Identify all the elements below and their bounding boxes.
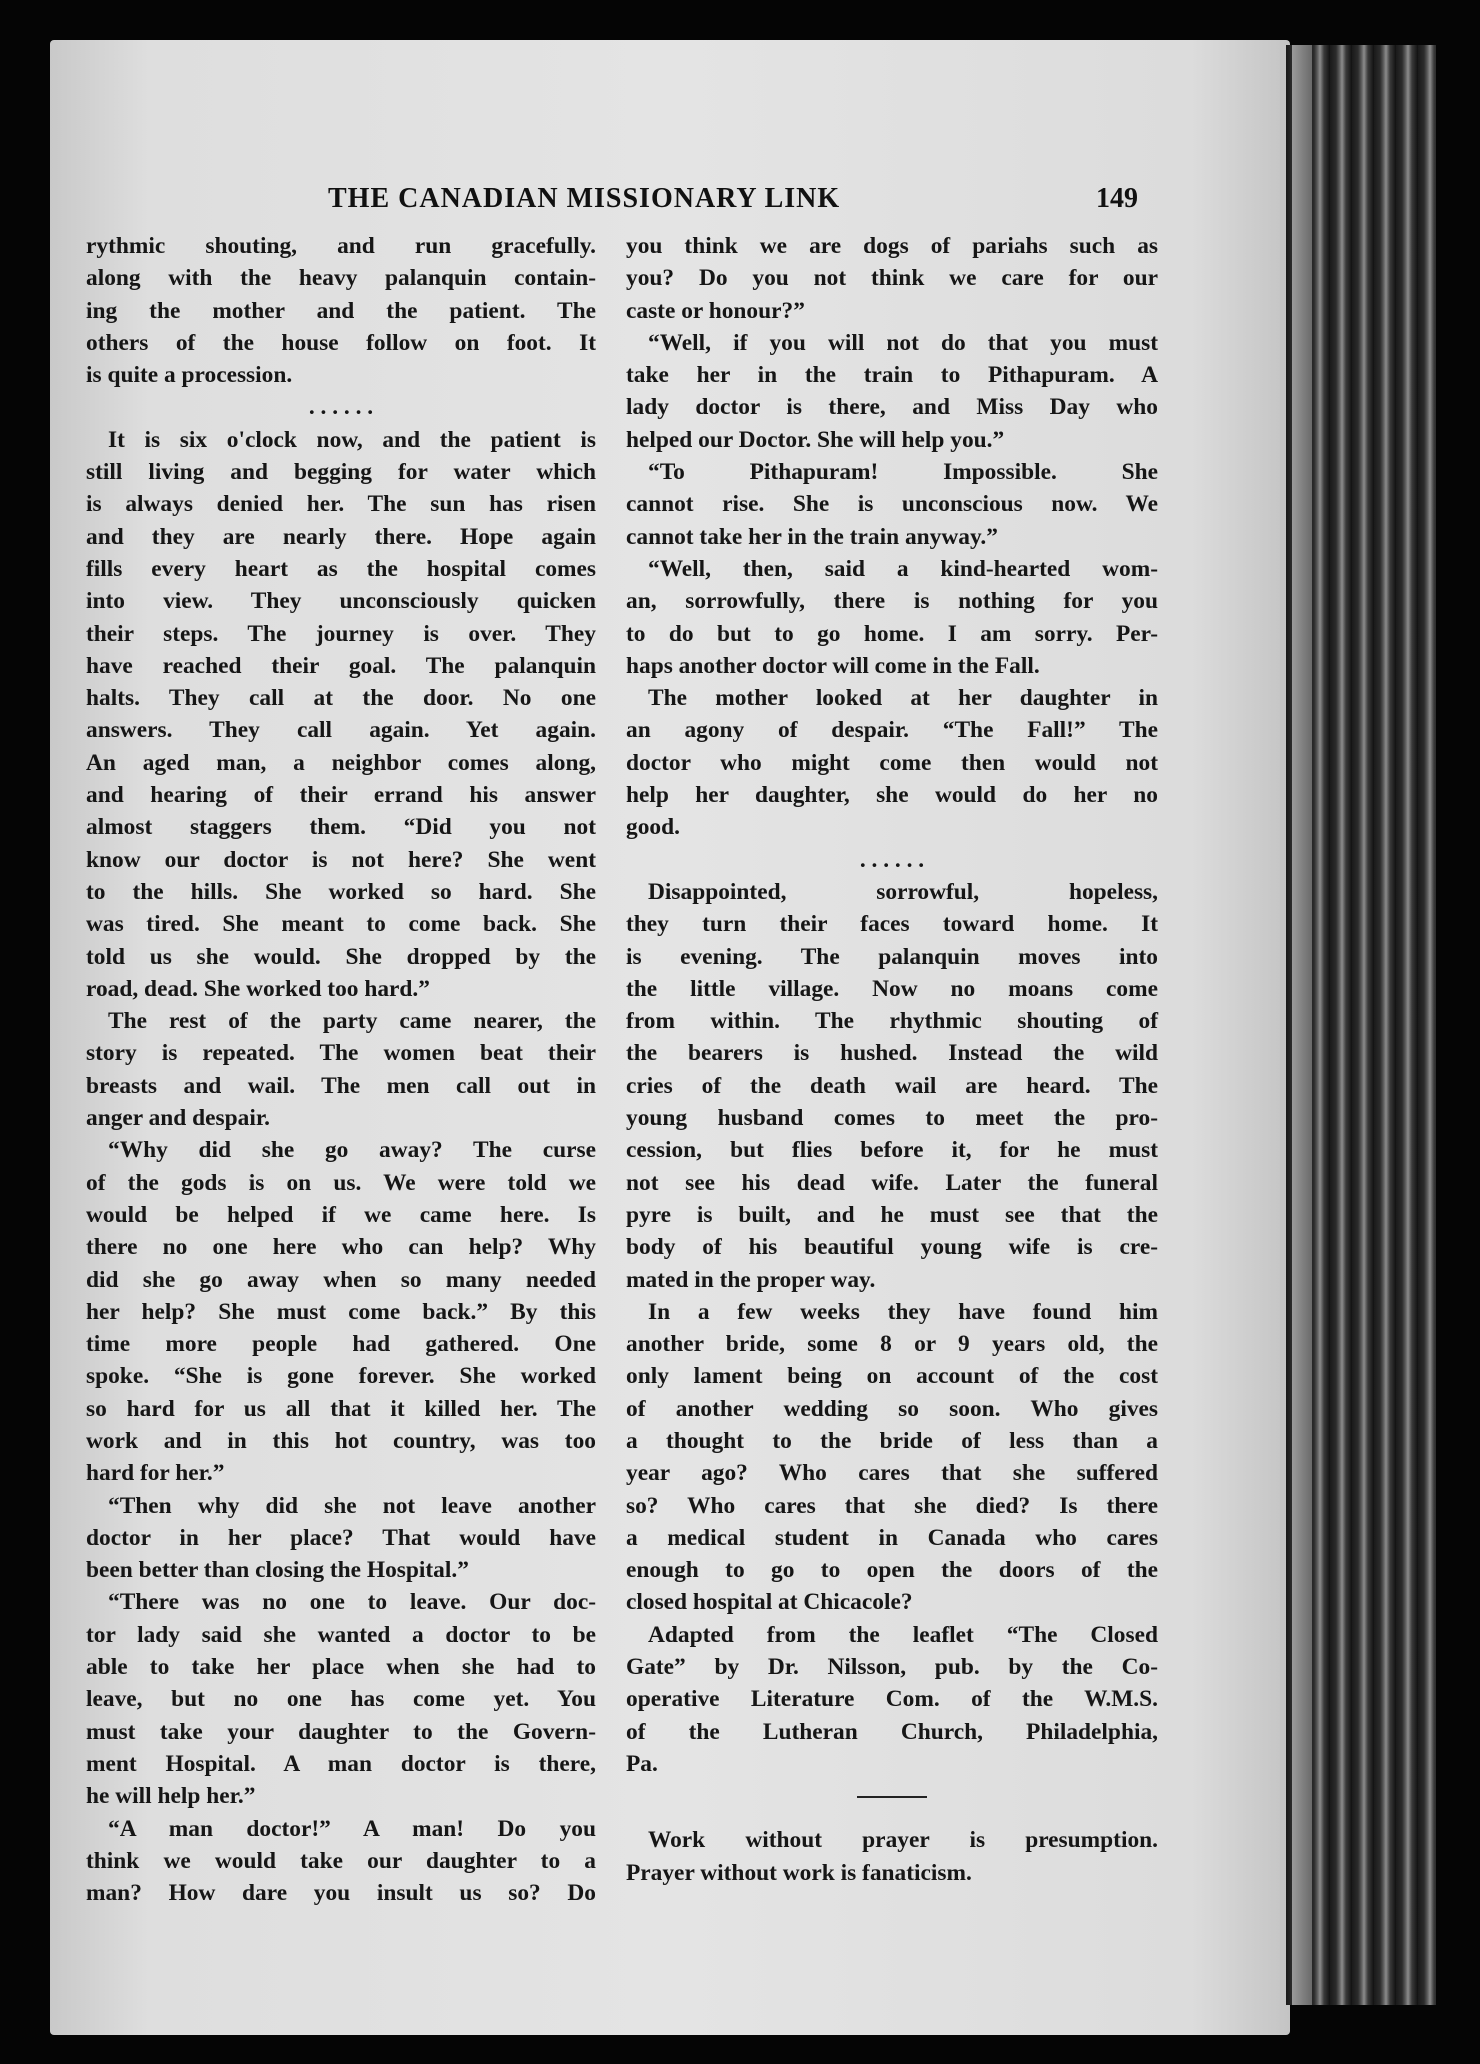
text-line: Pa. (626, 1750, 658, 1777)
right-text-column (626, 230, 1158, 1889)
text-line: must take your daughter to the Govern- (86, 1718, 596, 1745)
text-line: work and in this hot country, was too (86, 1427, 596, 1454)
text-line: haps another doctor will come in the Fall. (626, 652, 1040, 679)
text-line: operative Literature Com. of the W.M.S. (626, 1686, 1158, 1713)
text-line: Gate” by Dr. Nilsson, pub. by the Co- (626, 1654, 1158, 1681)
text-line: is always denied her. The sun has risen (86, 491, 596, 518)
text-line: helped our Doctor. She will help you.” (626, 426, 1005, 453)
text-line: not see his dead wife. Later the funeral (626, 1169, 1158, 1196)
text-line: think we would take our daughter to a (86, 1847, 596, 1874)
text-line: lady doctor is there, and Miss Day who (626, 394, 1158, 421)
text-line: cession, but flies before it, for he must (626, 1137, 1158, 1164)
text-line: road, dead. She worked too hard.” (86, 975, 430, 1002)
text-line: young husband comes to meet the pro- (626, 1105, 1158, 1132)
text-line: year ago? Who cares that she suffered (626, 1460, 1158, 1487)
text-line: to do but to go home. I am sorry. Per- (626, 620, 1158, 647)
text-line: he will help her.” (86, 1783, 256, 1810)
text-line: caste or honour?” (626, 297, 805, 324)
text-line: breasts and wail. The men call out in (86, 1072, 596, 1099)
text-line: of the gods is on us. We were told we (86, 1169, 596, 1196)
text-line: help her daughter, she would do her no (626, 782, 1158, 809)
text-line: mated in the proper way. (626, 1266, 876, 1293)
text-line: “To Pithapuram! Impossible. She (648, 459, 1158, 486)
text-line: tor lady said she wanted a doctor to be (86, 1621, 596, 1648)
text-line: been better than closing the Hospital.” (86, 1557, 469, 1584)
text-line: closed hospital at Chicacole? (626, 1589, 913, 1616)
text-line: take her in the train to Pithapuram. A (626, 362, 1158, 389)
text-line: halts. They call at the door. No one (86, 685, 596, 712)
text-line: The rest of the party came nearer, the (108, 1008, 596, 1035)
text-line: there no one here who can help? Why (86, 1234, 596, 1261)
text-line: the little village. Now no moans come (626, 975, 1158, 1002)
text-line: of another wedding so soon. Who gives (626, 1395, 1158, 1422)
text-line: cannot rise. She is unconscious now. We (626, 491, 1158, 518)
text-line: doctor who might come then would not (626, 749, 1158, 776)
text-line: a thought to the bride of less than a (626, 1427, 1158, 1454)
text-line: to the hills. She worked so hard. She (86, 878, 596, 905)
text-line: another bride, some 8 or 9 years old, the (626, 1331, 1158, 1358)
text-line: so? Who cares that she died? Is there (626, 1492, 1158, 1519)
text-line: Adapted from the leaflet “The Closed (648, 1621, 1158, 1648)
text-line: along with the heavy palanquin contain- (86, 265, 596, 292)
text-line: body of his beautiful young wife is cre- (626, 1234, 1158, 1261)
text-line: is quite a procession. (86, 362, 293, 389)
text-line: others of the house follow on foot. It (86, 329, 596, 356)
text-line: It is six o'clock now, and the patient is (108, 426, 596, 453)
text-line: cries of the death wail are heard. The (626, 1072, 1158, 1099)
text-line: ing the mother and the patient. The (86, 297, 596, 324)
text-line: spoke. “She is gone forever. She worked (86, 1363, 596, 1390)
text-line: from within. The rhythmic shouting of (626, 1008, 1158, 1035)
text-line: The mother looked at her daughter in (648, 685, 1158, 712)
text-line: enough to go to open the doors of the (626, 1557, 1158, 1584)
text-line: able to take her place when she had to (86, 1654, 596, 1681)
text-line: Disappointed, sorrowful, hopeless, (648, 878, 1158, 905)
journal-title: THE CANADIAN MISSIONARY LINK (328, 183, 841, 214)
text-line: time more people had gathered. One (86, 1331, 596, 1358)
text-line: did she go away when so many needed (86, 1266, 596, 1293)
text-line: you think we are dogs of pariahs such as (626, 233, 1158, 259)
text-line: “Then why did she not leave another (108, 1492, 596, 1519)
text-line: man? How dare you insult us so? Do (86, 1880, 596, 1907)
text-line: so hard for us all that it killed her. The (86, 1395, 596, 1422)
text-line: “Well, if you will not do that you must (648, 329, 1158, 356)
text-line: hard for her.” (86, 1460, 225, 1487)
text-line: know our doctor is not here? She went (86, 846, 596, 873)
text-line: an agony of despair. “The Fall!” The (626, 717, 1158, 744)
text-line: her help? She must come back.” By this (86, 1298, 596, 1325)
page-number: 149 (1096, 183, 1138, 214)
text-line: an, sorrowfully, there is nothing for you (626, 588, 1158, 615)
text-line: the bearers is hushed. Instead the wild (626, 1040, 1158, 1067)
text-line: Prayer without work is fanaticism. (626, 1859, 972, 1886)
text-line: story is repeated. The women beat their (86, 1040, 596, 1067)
text-line: “There was no one to leave. Our doc- (108, 1589, 596, 1616)
text-line: a medical student in Canada who cares (626, 1524, 1158, 1551)
section-break-dots: . . . . . . (308, 394, 374, 421)
text-line: fills every heart as the hospital comes (86, 555, 596, 582)
text-line: you? Do you not think we care for our (626, 265, 1158, 292)
text-line: rythmic shouting, and run gracefully. (86, 233, 596, 259)
text-line: of the Lutheran Church, Philadelphia, (626, 1718, 1158, 1745)
text-line: “Why did she go away? The curse (108, 1137, 596, 1164)
text-line: their steps. The journey is over. They (86, 620, 596, 647)
text-line: ment Hospital. A man doctor is there, (86, 1750, 596, 1777)
running-header (88, 183, 1138, 223)
section-break-dots: . . . . . . (859, 846, 925, 873)
text-line: “A man doctor!” A man! Do you (108, 1815, 596, 1842)
text-line: only lament being on account of the cost (626, 1363, 1158, 1390)
text-line: told us she would. She dropped by the (86, 943, 596, 970)
text-line: Work without prayer is presumption. (648, 1827, 1158, 1854)
text-line: doctor in her place? That would have (86, 1524, 596, 1551)
text-line: still living and begging for water which (86, 459, 596, 486)
left-text-column (86, 230, 596, 1909)
text-line: almost staggers them. “Did you not (86, 814, 596, 841)
text-line: is evening. The palanquin moves into (626, 943, 1158, 970)
text-line: In a few weeks they have found him (648, 1298, 1158, 1325)
separator-rule (857, 1796, 927, 1798)
text-line: and hearing of their errand his answer (86, 782, 596, 809)
text-line: and they are nearly there. Hope again (86, 523, 596, 550)
book-page-edge-highlight (1292, 45, 1312, 2005)
text-line: pyre is built, and he must see that the (626, 1201, 1158, 1228)
text-line: into view. They unconsciously quicken (86, 588, 596, 615)
text-line: leave, but no one has come yet. You (86, 1686, 596, 1713)
text-line: would be helped if we came here. Is (86, 1201, 596, 1228)
text-line: cannot take her in the train anyway.” (626, 523, 998, 550)
text-line: good. (626, 814, 680, 841)
text-line: have reached their goal. The palanquin (86, 652, 596, 679)
text-line: they turn their faces toward home. It (626, 911, 1158, 938)
text-line: was tired. She meant to come back. She (86, 911, 596, 938)
text-line: “Well, then, said a kind-hearted wom- (648, 555, 1158, 582)
text-line: anger and despair. (86, 1105, 270, 1132)
text-line: An aged man, a neighbor comes along, (86, 749, 596, 776)
text-line: answers. They call again. Yet again. (86, 717, 596, 744)
